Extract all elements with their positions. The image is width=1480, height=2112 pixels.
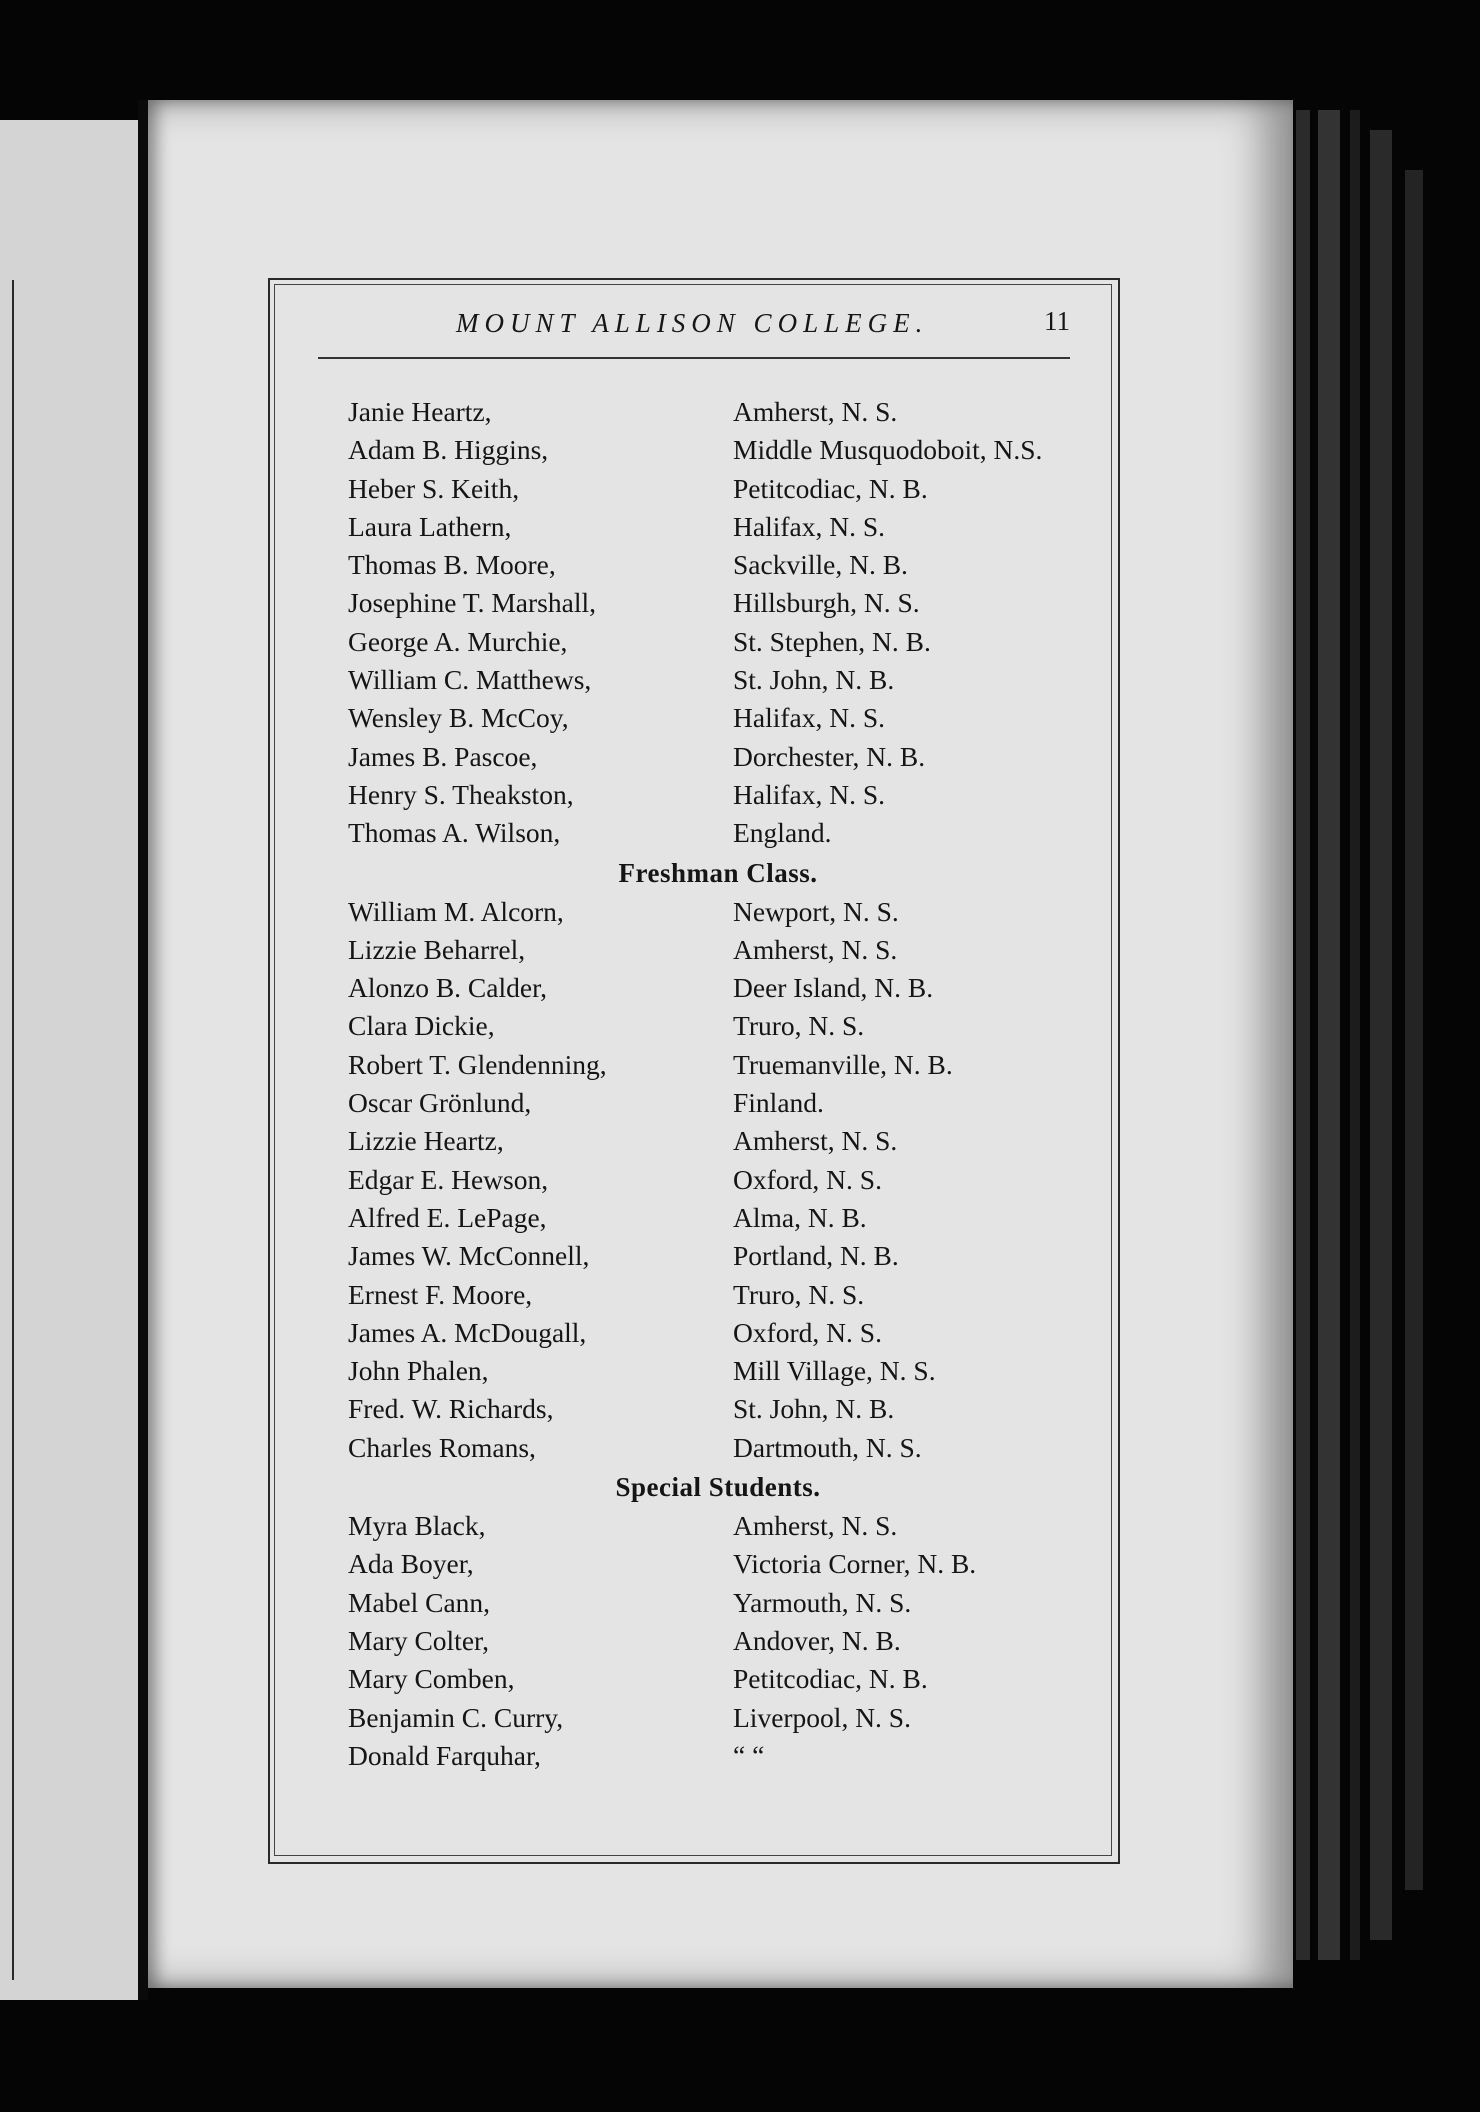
student-entry bbox=[348, 1584, 1088, 1622]
student-entry bbox=[348, 1390, 1088, 1428]
student-name: Benjamin C. Curry, bbox=[348, 1699, 569, 1737]
student-entry bbox=[348, 546, 1088, 584]
student-name: Henry S. Theakston, bbox=[348, 776, 580, 814]
special-students-list bbox=[348, 1507, 1088, 1775]
student-entry bbox=[348, 893, 1088, 931]
student-name: Thomas B. Moore, bbox=[348, 546, 562, 584]
student-entry bbox=[348, 470, 1088, 508]
student-hometown: Hillsburgh, N. S. bbox=[733, 587, 920, 619]
student-name: Alonzo B. Calder, bbox=[348, 969, 553, 1007]
student-name: William M. Alcorn, bbox=[348, 893, 570, 931]
student-hometown: Victoria Corner, N. B. bbox=[733, 1548, 977, 1580]
class-list-continued bbox=[348, 393, 1088, 853]
student-hometown: Halifax, N. S. bbox=[733, 702, 885, 734]
student-name: Donald Farquhar, bbox=[348, 1737, 547, 1775]
student-name: Robert T. Glendenning, bbox=[348, 1046, 613, 1084]
student-entry bbox=[348, 1122, 1088, 1160]
student-entry bbox=[348, 1507, 1088, 1545]
student-name: Mabel Cann, bbox=[348, 1584, 496, 1622]
student-hometown: Mill Village, N. S. bbox=[733, 1355, 936, 1387]
student-name: James B. Pascoe, bbox=[348, 738, 543, 776]
student-name: Adam B. Higgins, bbox=[348, 431, 554, 469]
student-hometown: Amherst, N. S. bbox=[733, 396, 898, 427]
student-hometown: Amherst, N. S. bbox=[733, 933, 898, 965]
student-name: George A. Murchie, bbox=[348, 623, 573, 661]
student-entry bbox=[348, 1545, 1088, 1583]
student-hometown: St. Stephen, N. B. bbox=[733, 625, 931, 657]
page-edge bbox=[1350, 110, 1360, 1960]
student-hometown: Liverpool, N. S. bbox=[733, 1701, 911, 1733]
student-entry bbox=[348, 1007, 1088, 1045]
student-entry bbox=[348, 776, 1088, 814]
student-name: James W. McConnell, bbox=[348, 1237, 595, 1275]
student-hometown: Middle Musquodoboit, N.S. bbox=[733, 434, 1043, 466]
student-entry bbox=[348, 699, 1088, 737]
student-hometown: Halifax, N. S. bbox=[733, 510, 885, 542]
freshman-heading: Freshman Class. bbox=[618, 857, 818, 888]
student-name: Alfred E. LePage, bbox=[348, 1199, 553, 1237]
student-entry bbox=[348, 1699, 1088, 1737]
student-entry bbox=[348, 1429, 1088, 1467]
student-name: Edgar E. Hewson, bbox=[348, 1161, 554, 1199]
student-name: Janie Heartz, bbox=[348, 393, 498, 431]
student-entry bbox=[348, 661, 1088, 699]
student-name: Lizzie Beharrel, bbox=[348, 931, 531, 969]
student-entry bbox=[348, 623, 1088, 661]
student-name: Mary Comben, bbox=[348, 1660, 521, 1698]
student-hometown: St. John, N. B. bbox=[733, 664, 895, 696]
student-entry bbox=[348, 969, 1088, 1007]
student-name: Josephine T. Marshall, bbox=[348, 584, 602, 622]
page-edge bbox=[1318, 110, 1340, 1960]
student-entry bbox=[348, 1161, 1088, 1199]
student-name: Heber S. Keith, bbox=[348, 470, 525, 508]
student-hometown: Amherst, N. S. bbox=[733, 1510, 898, 1542]
student-name: Wensley B. McCoy, bbox=[348, 699, 575, 737]
student-name: Oscar Grönlund, bbox=[348, 1084, 537, 1122]
student-entry bbox=[348, 584, 1088, 622]
facing-page-fragment bbox=[0, 120, 138, 2000]
student-hometown: Oxford, N. S. bbox=[733, 1163, 882, 1195]
student-entry bbox=[348, 738, 1088, 776]
student-entry bbox=[348, 1276, 1088, 1314]
student-name: Charles Romans, bbox=[348, 1429, 542, 1467]
student-entry bbox=[348, 814, 1088, 852]
student-hometown: Amherst, N. S. bbox=[733, 1125, 898, 1157]
student-hometown: Andover, N. B. bbox=[733, 1624, 901, 1656]
student-name: Lizzie Heartz, bbox=[348, 1122, 510, 1160]
header-rule bbox=[318, 357, 1070, 359]
student-entry bbox=[348, 431, 1088, 469]
student-list bbox=[348, 393, 1088, 1775]
page-edge bbox=[1370, 130, 1392, 1940]
student-entry bbox=[348, 1352, 1088, 1390]
student-entry bbox=[348, 1084, 1088, 1122]
page-edge bbox=[1296, 110, 1310, 1960]
student-name: Ernest F. Moore, bbox=[348, 1276, 538, 1314]
student-hometown: Truemanville, N. B. bbox=[733, 1048, 953, 1080]
student-entry bbox=[348, 1046, 1088, 1084]
student-name: Laura Lathern, bbox=[348, 508, 517, 546]
student-hometown: Petitcodiac, N. B. bbox=[733, 472, 928, 504]
student-name: Clara Dickie, bbox=[348, 1007, 501, 1045]
student-name: Thomas A. Wilson, bbox=[348, 814, 566, 852]
student-hometown: Truro, N. S. bbox=[733, 1278, 865, 1310]
student-name: Mary Colter, bbox=[348, 1622, 495, 1660]
student-hometown: Dorchester, N. B. bbox=[733, 740, 926, 772]
page-edge bbox=[1405, 170, 1423, 1890]
student-hometown: Portland, N. B. bbox=[733, 1240, 899, 1272]
student-hometown: St. John, N. B. bbox=[733, 1393, 895, 1425]
student-entry bbox=[348, 1199, 1088, 1237]
student-hometown: Alma, N. B. bbox=[733, 1201, 867, 1233]
student-hometown: Petitcodiac, N. B. bbox=[733, 1663, 928, 1695]
page-header bbox=[318, 302, 1078, 348]
student-name: William C. Matthews, bbox=[348, 661, 597, 699]
student-entry bbox=[348, 1622, 1088, 1660]
student-hometown: Finland. bbox=[733, 1087, 824, 1119]
student-name: Fred. W. Richards, bbox=[348, 1390, 559, 1428]
student-hometown: Truro, N. S. bbox=[733, 1010, 865, 1042]
student-entry bbox=[348, 1314, 1088, 1352]
student-hometown: Yarmouth, N. S. bbox=[733, 1586, 912, 1618]
student-hometown: “ “ bbox=[733, 1739, 765, 1771]
student-entry bbox=[348, 1660, 1088, 1698]
freshman-list bbox=[348, 893, 1088, 1467]
student-entry bbox=[348, 1237, 1088, 1275]
student-name: Myra Black, bbox=[348, 1507, 491, 1545]
student-hometown: Newport, N. S. bbox=[733, 895, 899, 927]
student-entry bbox=[348, 508, 1088, 546]
page-number: 11 bbox=[1044, 306, 1070, 336]
student-entry bbox=[348, 1737, 1088, 1775]
student-hometown: Halifax, N. S. bbox=[733, 778, 885, 810]
student-entry bbox=[348, 393, 1088, 431]
student-hometown: Sackville, N. B. bbox=[733, 549, 908, 581]
student-hometown: Deer Island, N. B. bbox=[733, 972, 934, 1004]
student-entry bbox=[348, 931, 1088, 969]
student-hometown: Dartmouth, N. S. bbox=[733, 1431, 922, 1463]
facing-page-border bbox=[0, 280, 14, 1980]
student-name: John Phalen, bbox=[348, 1352, 495, 1390]
running-title: MOUNT ALLISON COLLEGE. bbox=[456, 308, 929, 338]
special-heading: Special Students. bbox=[615, 1472, 821, 1503]
student-hometown: England. bbox=[733, 817, 832, 849]
student-name: James A. McDougall, bbox=[348, 1314, 592, 1352]
student-hometown: Oxford, N. S. bbox=[733, 1316, 882, 1348]
student-name: Ada Boyer, bbox=[348, 1545, 480, 1583]
book-gutter bbox=[138, 100, 148, 2000]
